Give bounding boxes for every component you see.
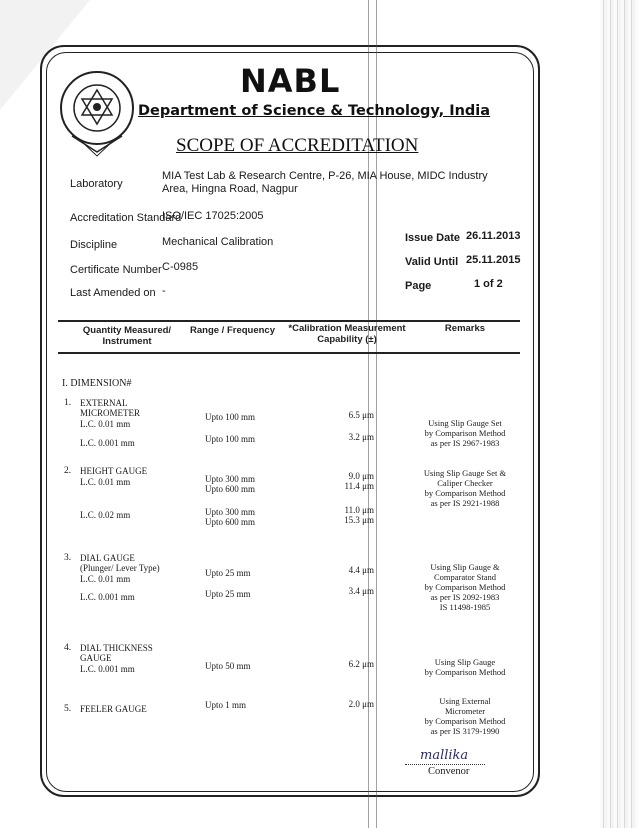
cmc-value: 3.4 μm [348, 586, 374, 596]
issue-date-label: Issue Date [405, 232, 461, 244]
laboratory-value: MIA Test Lab & Research Centre, P-26, MIA House, MIDC Industry Area, Hingna Road, Nagpur [162, 170, 488, 195]
column-header-range: Range / Frequency [190, 325, 275, 336]
least-count: L.C. 0.02 mm [80, 510, 131, 520]
cmc-value: 9.0 μm 11.4 μm [344, 471, 374, 491]
range-value: Upto 100 mm [205, 434, 256, 444]
column-header-remarks: Remarks [444, 323, 486, 334]
instrument-name: EXTERNAL MICROMETER [80, 398, 141, 418]
remark-text: Using Slip Gauge by Comparison Method [424, 657, 506, 677]
signature-line [405, 764, 485, 765]
amended-label: Last Amended on [70, 287, 156, 299]
laboratory-label: Laboratory [70, 178, 123, 190]
nabl-wordmark: NABL [240, 62, 341, 100]
item-number: 1. [64, 398, 72, 408]
convenor-signature: mallika [420, 748, 469, 763]
instrument-name: DIAL THICKNESS GAUGE [80, 643, 153, 663]
cmc-value: 6.2 μm [348, 659, 374, 669]
standard-value: ISO/IEC 17025:2005 [162, 210, 264, 222]
scan-artifact-line [376, 0, 377, 828]
certificate-value: C-0985 [162, 261, 199, 273]
range-value: Upto 25 mm [205, 568, 251, 578]
item-number: 4. [64, 643, 72, 653]
table-header-rule [58, 352, 520, 354]
column-header-quantity: Quantity Measured/ Instrument [82, 325, 172, 347]
instrument-name: DIAL GAUGE (Plunger/ Lever Type) [80, 553, 160, 573]
cmc-value: 4.4 μm [348, 565, 374, 575]
section-title: I. DIMENSION# [62, 378, 132, 389]
instrument-name: HEIGHT GAUGE [80, 466, 148, 476]
document-title: SCOPE OF ACCREDITATION [176, 135, 419, 156]
issue-date-value: 26.11.2013 [466, 230, 521, 242]
item-number: 5. [64, 704, 72, 714]
range-value: Upto 100 mm [205, 412, 256, 422]
least-count: L.C. 0.001 mm [80, 592, 135, 602]
valid-until-label: Valid Until [405, 256, 459, 268]
remark-text: Using External Micrometer by Comparison Method as per IS 3179-1990 [424, 696, 506, 736]
page-value: 1 of 2 [474, 278, 503, 290]
cmc-value: 11.0 μm 15.3 μm [344, 505, 374, 525]
least-count: L.C. 0.001 mm [80, 438, 135, 448]
column-header-cmc: *Calibration Measurement Capability (±) [288, 323, 406, 345]
range-value: Upto 300 mm Upto 600 mm [205, 474, 256, 494]
item-number: 2. [64, 466, 72, 476]
range-value: Upto 300 mm Upto 600 mm [205, 507, 256, 527]
table-top-rule [58, 320, 520, 322]
remark-text: Using Slip Gauge Set & Caliper Checker by Comparison Method as per IS 2921-1988 [423, 468, 507, 508]
signatory-title: Convenor [428, 766, 470, 777]
remark-text: Using Slip Gauge & Comparator Stand by Comparison Method as per IS 2092-1983 IS 11498-1985 [424, 562, 506, 612]
cmc-value: 2.0 μm [348, 699, 374, 709]
least-count: L.C. 0.01 mm [80, 477, 131, 487]
page-stack-edge [600, 0, 638, 828]
discipline-label: Discipline [70, 239, 118, 251]
least-count: L.C. 0.001 mm [80, 664, 135, 674]
least-count: L.C. 0.01 mm [80, 419, 131, 429]
valid-until-value: 25.11.2015 [466, 254, 521, 266]
cmc-value: 3.2 μm [348, 432, 374, 442]
nabl-seal-logo [52, 68, 142, 158]
cmc-value: 6.5 μm [348, 410, 374, 420]
item-number: 3. [64, 553, 72, 563]
department-name: Department of Science & Technology, India [138, 103, 491, 119]
page-label: Page [405, 280, 432, 292]
range-value: Upto 50 mm [205, 661, 251, 671]
discipline-value: Mechanical Calibration [162, 236, 274, 248]
least-count: L.C. 0.01 mm [80, 574, 131, 584]
standard-label: Accreditation Standard [70, 212, 182, 224]
range-value: Upto 25 mm [205, 589, 251, 599]
instrument-name: FEELER GAUGE [80, 704, 147, 714]
amended-value: - [162, 285, 166, 297]
remark-text: Using Slip Gauge Set by Comparison Method as per IS 2967-1983 [424, 418, 506, 448]
certificate-label: Certificate Number [70, 264, 162, 276]
range-value: Upto 1 mm [205, 700, 247, 710]
